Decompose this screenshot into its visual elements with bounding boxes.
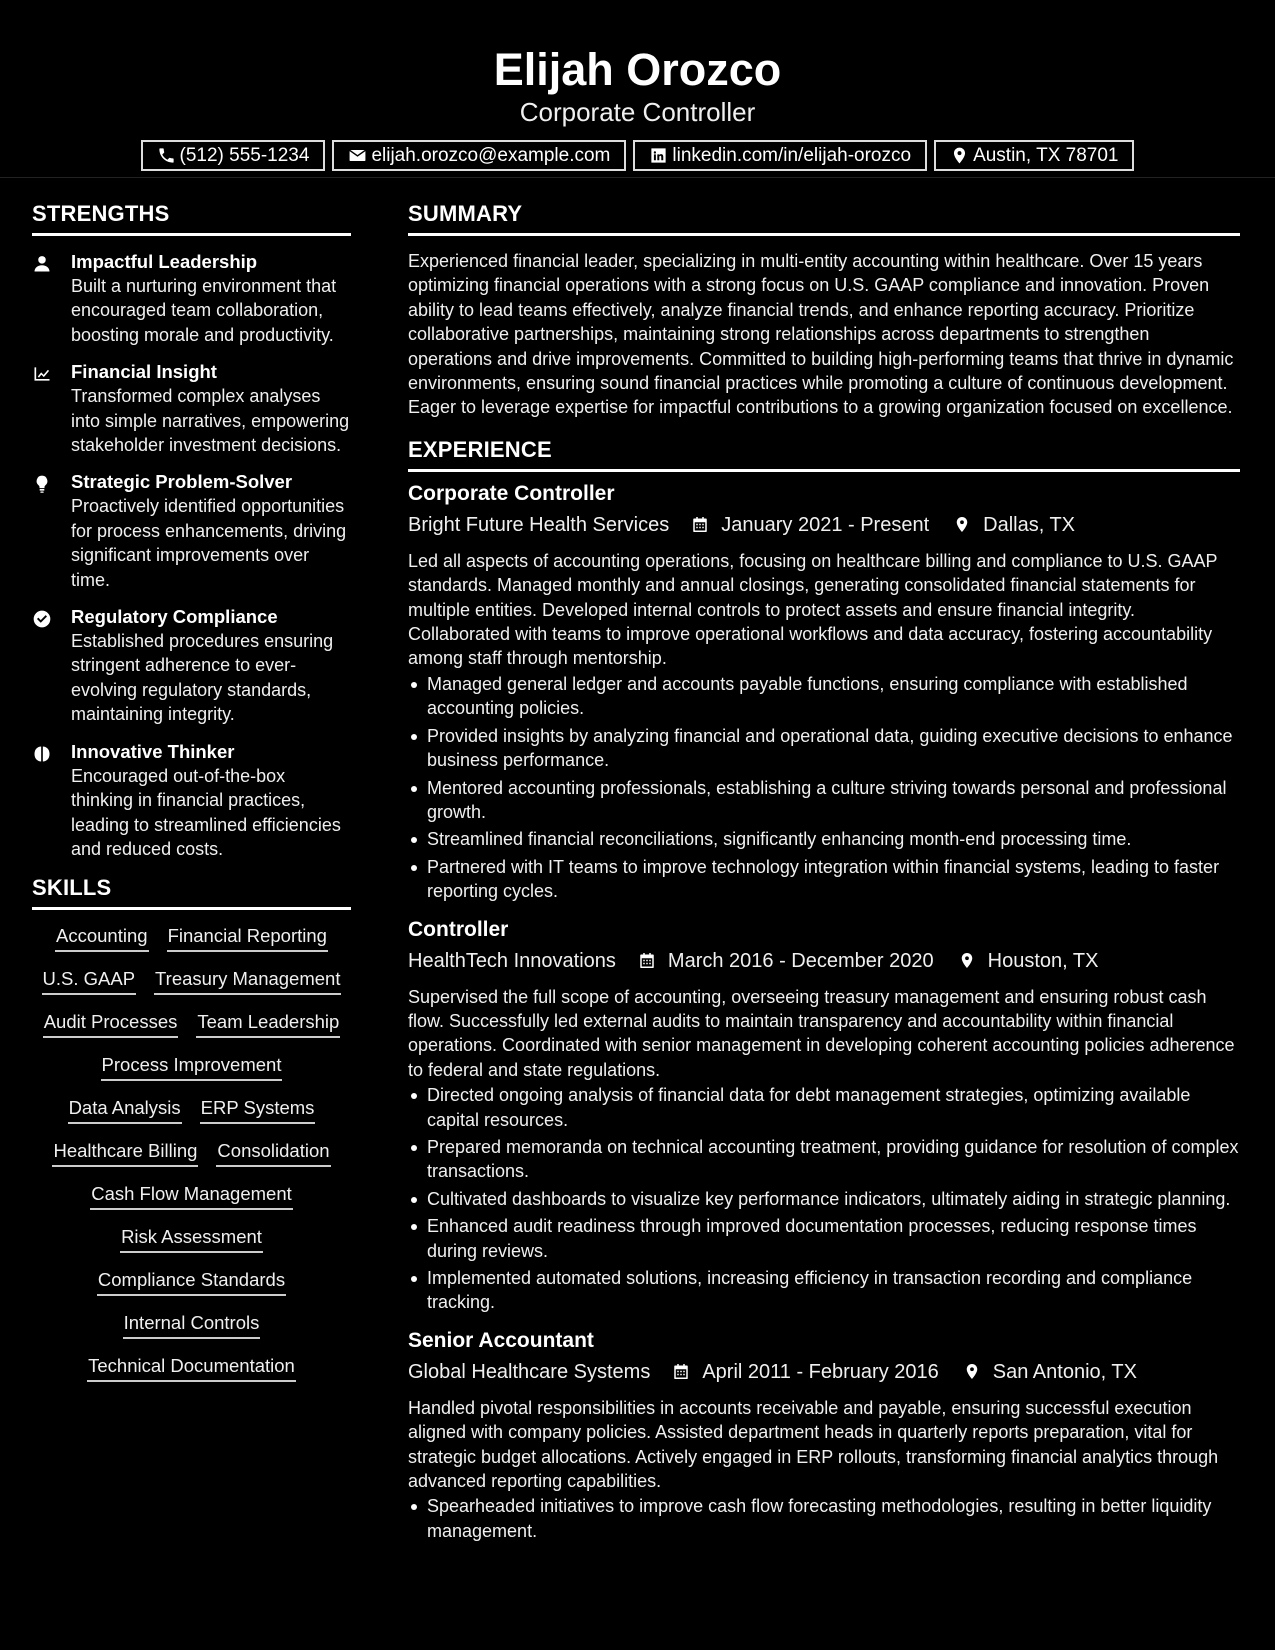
contact-bar: [0, 140, 1275, 171]
skill-tag: Financial Reporting: [167, 924, 328, 952]
company-name: Bright Future Health Services: [408, 513, 670, 536]
bullet-item: Provided insights by analyzing financial and operational data, guiding executive decisions to enhance business performance.: [408, 724, 1240, 773]
bullet-item: Mentored accounting professionals, establishing a culture striving towards personal and professional growth.: [408, 776, 1240, 825]
job-meta: [408, 510, 1240, 540]
job-entry: [408, 480, 1240, 904]
phone-icon: [157, 146, 176, 165]
calendar-icon: [638, 951, 656, 970]
skill-tag: Technical Documentation: [87, 1354, 296, 1382]
candidate-title: Corporate Controller: [519, 97, 756, 127]
bullet-item: Enhanced audit readiness through improved documentation processes, reducing response times during reviews.: [408, 1214, 1240, 1263]
bullet-item: Implemented automated solutions, increasing efficiency in transaction recording and compliance tracking.: [408, 1266, 1240, 1315]
contact-email[interactable]: [332, 140, 626, 171]
bullet-item: Streamlined financial reconciliations, significantly enhancing month-end processing time.: [408, 827, 1240, 851]
skill-tag: Internal Controls: [123, 1311, 261, 1339]
strength-title: Regulatory Compliance: [71, 606, 278, 628]
lightbulb-icon: [32, 470, 71, 592]
summary-text: Experienced financial leader, specializing in multi-entity accounting within healthcare. Over 15 years optimizing financial operations with a strong focus on U.S. GAAP compliance and innovation. Proven ability to lead teams effectively, analyze financial trends, and enhance reporting accuracy. Prioritize collaborative partnerships, maintaining strong relationships across departments to strengthen operations and drive improvements. Committed to building high-performing teams that thrive in dynamic environments, ensuring sound financial practices while promoting a culture of continuous development. Eager to leverage expertise for impactful contributions to a growing organization focused on excellence.: [408, 251, 1234, 418]
strength-desc: Established procedures ensuring stringent adherence to ever-evolving regulatory standards, maintaining integrity.: [71, 631, 334, 725]
contact-linkedin-text: linkedin.com/in/elijah-orozco: [672, 144, 912, 166]
strength-desc: Built a nurturing environment that encouraged team collaboration, boosting morale and productivity.: [71, 276, 337, 345]
strength-title: Strategic Problem-Solver: [71, 471, 293, 493]
job-location: Dallas, TX: [983, 513, 1076, 536]
bullet-item: Managed general ledger and accounts payable functions, ensuring compliance with established accounting policies.: [408, 672, 1240, 721]
skills-list: [32, 924, 351, 1382]
skill-tag: Treasury Management: [154, 967, 341, 995]
strength-title: Financial Insight: [71, 361, 217, 383]
strength-item: [32, 605, 351, 727]
contact-phone[interactable]: [141, 140, 326, 171]
strength-title: Innovative Thinker: [71, 740, 235, 762]
skill-tag: Cash Flow Management: [90, 1182, 293, 1210]
contact-linkedin[interactable]: [633, 140, 927, 171]
contact-location-text: Austin, TX 78701: [973, 144, 1119, 166]
experience-heading: EXPERIENCE: [408, 436, 1240, 472]
job-meta: [408, 1357, 1240, 1387]
bullet-item: Directed ongoing analysis of financial data for debt management strategies, optimizing available capital resources.: [408, 1083, 1240, 1132]
skill-tag: Risk Assessment: [120, 1225, 263, 1253]
job-location: San Antonio, TX: [992, 1360, 1137, 1383]
job-title: Corporate Controller: [408, 481, 615, 505]
skill-tag: U.S. GAAP: [42, 967, 137, 995]
strength-desc: Proactively identified opportunities for process enhancements, driving significant improvements over time.: [71, 496, 347, 590]
job-title: Senior Accountant: [408, 1328, 594, 1352]
strengths-heading: STRENGTHS: [32, 200, 351, 236]
company-name: Global Healthcare Systems: [408, 1360, 651, 1383]
skill-tag: Compliance Standards: [97, 1268, 286, 1296]
brain-icon: [32, 740, 71, 862]
skill-tag: ERP Systems: [200, 1096, 316, 1124]
strength-item: [32, 470, 351, 592]
skills-heading: SKILLS: [32, 874, 351, 910]
job-description: Supervised the full scope of accounting, overseeing treasury management and ensuring robust cash flow. Successfully led external audits to maintain transparency and accountability within financial operations. Coordinated with senior management in developing coherent accounting policies adherence to federal and state regulations.: [408, 986, 1235, 1080]
job-dates: January 2021 - Present: [721, 513, 930, 536]
left-column: [32, 200, 351, 1397]
skill-tag: Consolidation: [216, 1139, 330, 1167]
user-icon: [32, 250, 71, 347]
check-circle-icon: [32, 605, 71, 727]
strength-item: [32, 250, 351, 347]
bullet-item: Cultivated dashboards to visualize key performance indicators, ultimately aiding in strategic planning.: [408, 1187, 1240, 1211]
job-dates: March 2016 - December 2020: [667, 949, 934, 972]
calendar-icon: [672, 1362, 690, 1381]
job-entry: [408, 1327, 1240, 1543]
chart-line-icon: [32, 360, 71, 457]
contact-location: [934, 140, 1134, 171]
contact-email-text: elijah.orozco@example.com: [371, 144, 611, 166]
job-description: Handled pivotal responsibilities in accounts receivable and payable, ensuring successful execution aligned with company policies. Assisted department heads in quarterly reports preparation, vital for strategic budget allocations. Actively engaged in ERP rollouts, transforming financial analytics through advanced reporting capabilities.: [408, 1397, 1219, 1492]
skill-tag: Data Analysis: [68, 1096, 182, 1124]
map-pin-icon: [950, 146, 969, 165]
job-description: Led all aspects of accounting operations, focusing on healthcare billing and compliance to U.S. GAAP standards. Managed monthly and annual closings, generating consolidated financial statements for multiple entities. Developed internal controls to protect assets and ensure financial integrity. Collaborated with teams to improve operational workflows and data accuracy, fostering accountability among staff through mentorship.: [408, 550, 1218, 669]
skill-tag: Team Leadership: [196, 1010, 340, 1038]
strength-item: [32, 740, 351, 862]
strengths-list: [32, 250, 351, 861]
summary-heading: SUMMARY: [408, 200, 1240, 236]
job-bullets: [408, 1083, 1240, 1315]
strength-desc: Transformed complex analyses into simple narratives, empowering stakeholder investment decisions.: [71, 386, 350, 456]
resume-header: [0, 0, 1275, 178]
bullet-item: Spearheaded initiatives to improve cash flow forecasting methodologies, resulting in better liquidity management.: [408, 1494, 1240, 1543]
job-bullets: [408, 672, 1240, 904]
skill-tag: Process Improvement: [101, 1053, 283, 1081]
skill-tag: Accounting: [55, 924, 149, 952]
job-bullets: [408, 1494, 1240, 1543]
map-pin-icon: [963, 1362, 981, 1381]
right-column: [408, 200, 1240, 1546]
strength-desc: Encouraged out-of-the-box thinking in financial practices, leading to streamlined efficiencies and reduced costs.: [71, 765, 341, 859]
candidate-name: Elijah Orozco: [493, 44, 782, 95]
job-entry: [408, 916, 1240, 1315]
skill-tag: Healthcare Billing: [52, 1139, 198, 1167]
strength-title: Impactful Leadership: [71, 251, 258, 272]
skill-tag: Audit Processes: [43, 1010, 179, 1038]
calendar-icon: [691, 515, 709, 534]
job-title: Controller: [408, 917, 509, 941]
job-meta: [408, 946, 1240, 976]
map-pin-icon: [953, 515, 971, 534]
linkedin-icon: [649, 146, 668, 165]
strength-item: [32, 360, 351, 457]
map-pin-icon: [958, 951, 976, 970]
company-name: HealthTech Innovations: [408, 949, 616, 972]
bullet-item: Prepared memoranda on technical accounting treatment, providing guidance for resolution of complex transactions.: [408, 1135, 1240, 1184]
bullet-item: Partnered with IT teams to improve technology integration within financial systems, leading to faster reporting cycles.: [408, 855, 1240, 904]
job-location: Houston, TX: [987, 949, 1099, 972]
contact-phone-text: (512) 555-1234: [179, 144, 310, 166]
envelope-icon: [348, 146, 367, 165]
job-dates: April 2011 - February 2016: [702, 1360, 939, 1383]
